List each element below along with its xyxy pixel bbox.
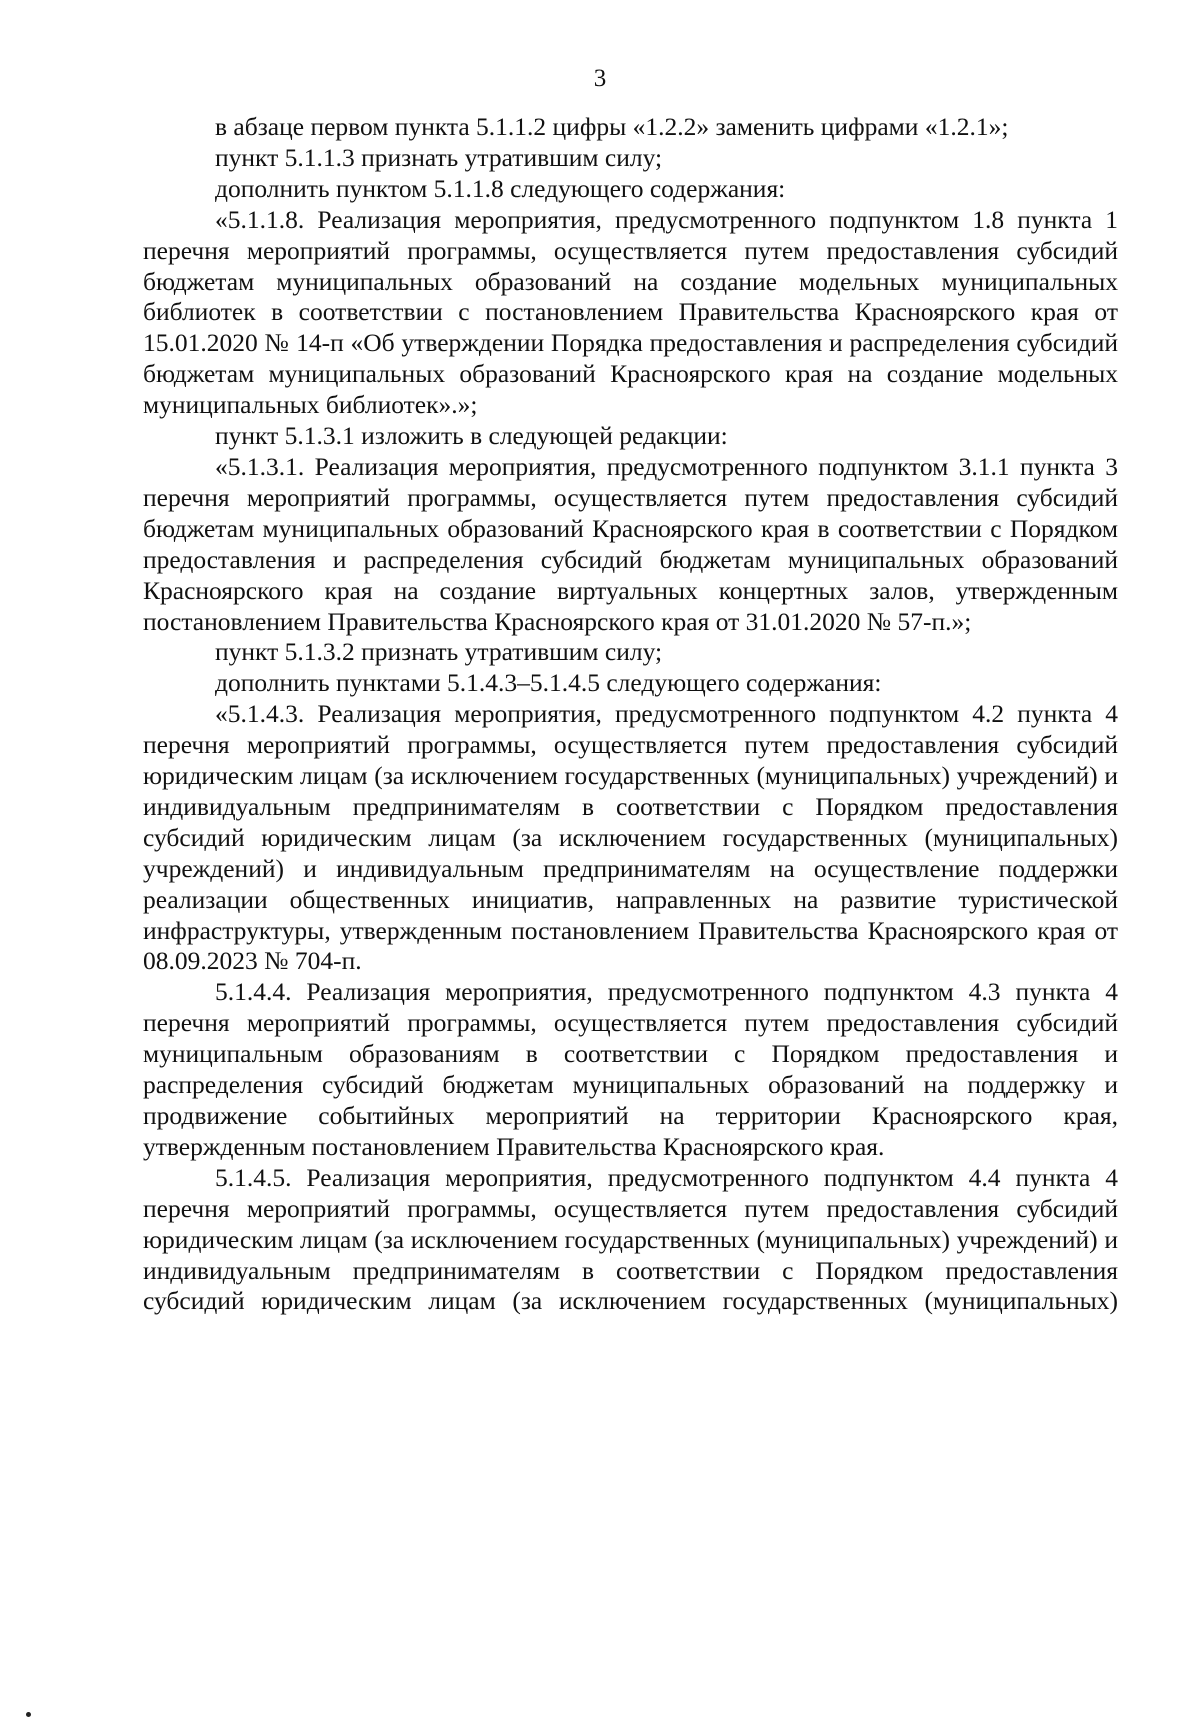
paragraph: дополнить пунктом 5.1.1.8 следующего содержания: <box>215 173 786 203</box>
paragraph: пункт 5.1.3.2 признать утратившим силу; <box>215 637 663 667</box>
scan-speck <box>26 1712 31 1717</box>
paragraph: дополнить пунктами 5.1.4.3–5.1.4.5 следующего содержания: <box>215 668 882 698</box>
page-number: 3 <box>593 65 607 92</box>
paragraph: «5.1.1.8. Реализация мероприятия, предусмотренного подпунктом 1.8 пункта 1 перечня мероприятий программы, осуществляется путем предоставления субсидий бюджетам муниципальных образований на создание модельных муниципальных библиотек в соответствии с постановлением Правительства Красноярского края от 15.01.2020 № 14-п «Об утверждении Порядка предоставления и распределения субсидий бюджетам муниципальных образований Красноярского края на создание модельных муниципальных библиотек».»; <box>143 204 1118 420</box>
paragraph-continued: 5.1.4.5. Реализация мероприятия, предусмотренного подпунктом 4.4 пункта 4 перечня мероприятий программы, осуществляется путем предоставления субсидий юридическим лицам (за исключением государственных (муниципальных) учреждений) и индивидуальным предпринимателям в соответствии с Порядком предоставления субсидий юридическим лицам (за исключением государственных (муниципальных) <box>143 1162 1118 1316</box>
paragraph: пункт 5.1.3.1 изложить в следующей редакции: <box>215 421 728 451</box>
paragraph: «5.1.4.3. Реализация мероприятия, предусмотренного подпунктом 4.2 пункта 4 перечня мероприятий программы, осуществляется путем предоставления субсидий юридическим лицам (за исключением государственных (муниципальных) учреждений) и индивидуальным предпринимателям в соответствии с Порядком предоставления субсидий юридическим лицам (за исключением государственных (муниципальных) учреждений) и индивидуальным предпринимателям на осуществление поддержки реализации общественных инициатив, направленных на развитие туристической инфраструктуры, утвержденным постановлением Правительства Красноярского края от 08.09.2023 № 704-п. <box>143 699 1118 976</box>
paragraph: «5.1.3.1. Реализация мероприятия, предусмотренного подпунктом 3.1.1 пункта 3 перечня мероприятий программы, осуществляется путем предоставления субсидий бюджетам муниципальных образований Красноярского края в соответствии с Порядком предоставления и распределения субсидий бюджетам муниципальных образований Красноярского края на создание виртуальных концертных залов, утвержденным постановлением Правительства Красноярского края от 31.01.2020 № 57-п.»; <box>143 451 1118 636</box>
paragraph: 5.1.4.4. Реализация мероприятия, предусмотренного подпунктом 4.3 пункта 4 перечня мероприятий программы, осуществляется путем предоставления субсидий муниципальным образованиям в соответствии с Порядком предоставления и распределения субсидий бюджетам муниципальных образований на поддержку и продвижение событийных мероприятий на территории Красноярского края, утвержденным постановлением Правительства Красноярского края. <box>143 977 1118 1161</box>
document-body <box>143 112 1118 1317</box>
paragraph: в абзаце первом пункта 5.1.1.2 цифры «1.2.2» заменить цифрами «1.2.1»; <box>215 112 1009 141</box>
paragraph: пункт 5.1.1.3 признать утратившим силу; <box>215 142 663 172</box>
